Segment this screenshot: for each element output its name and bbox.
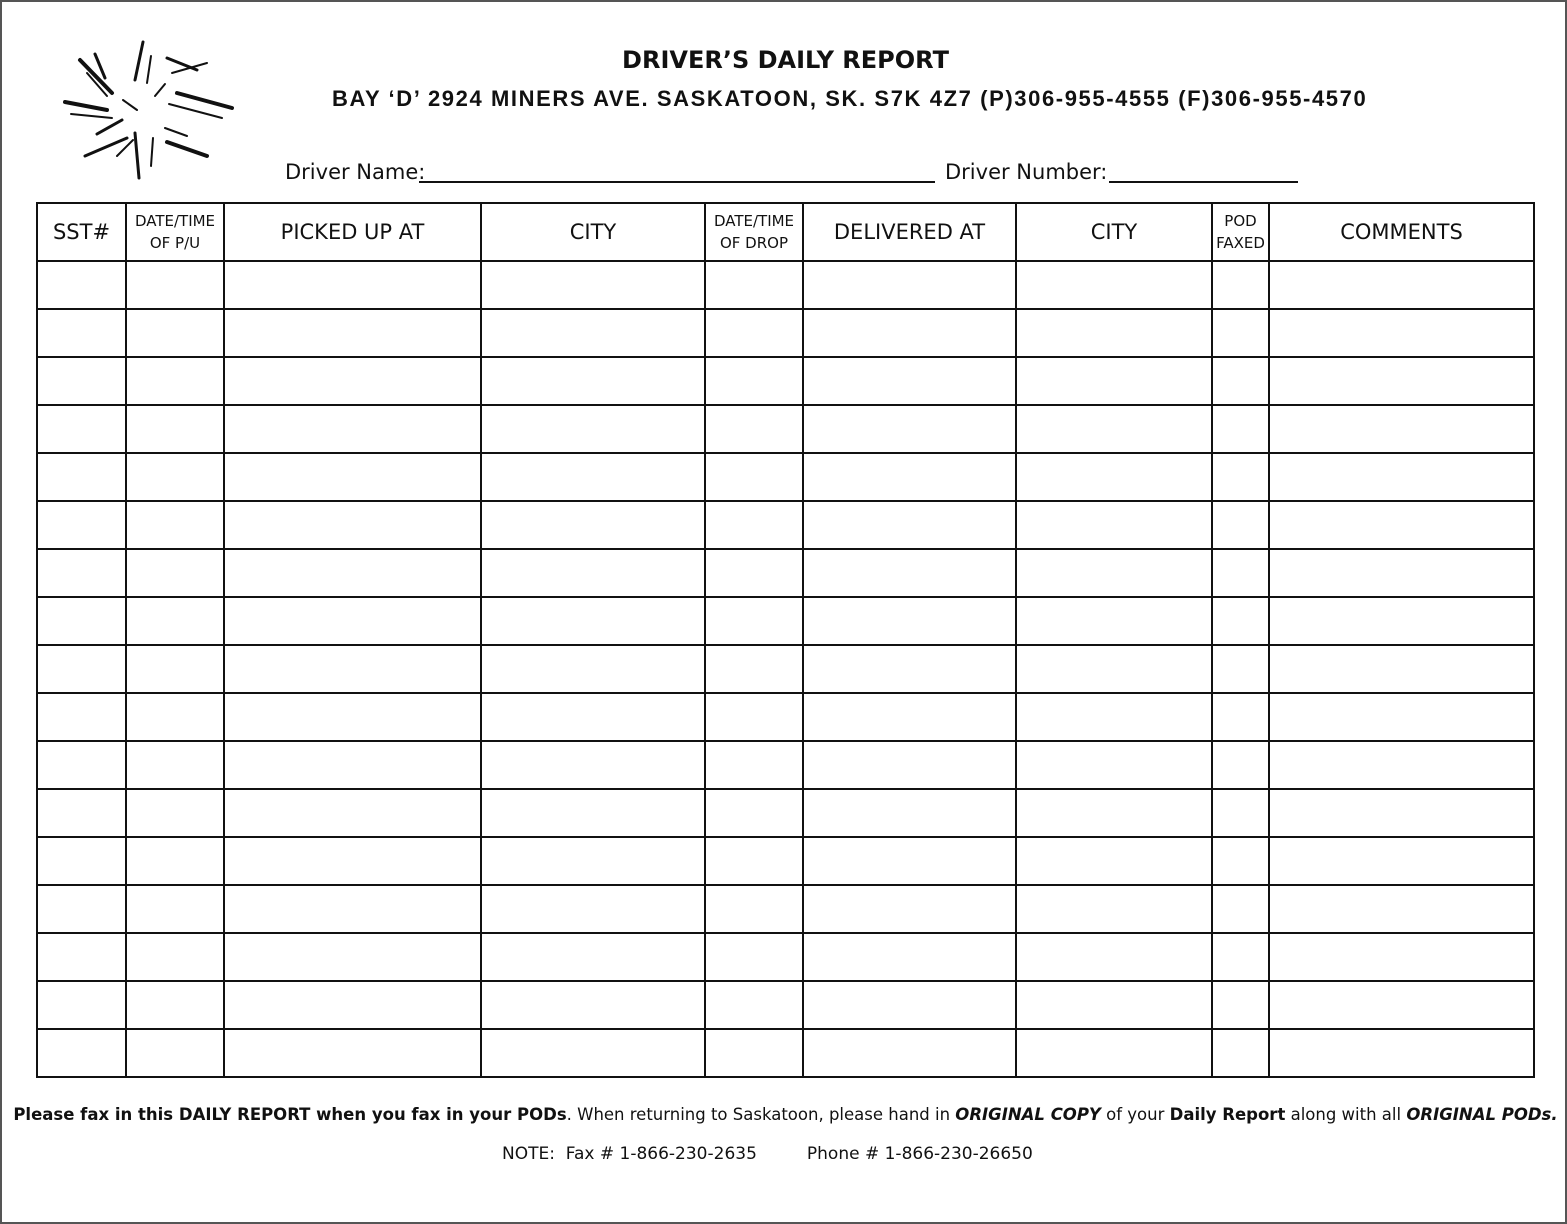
footer-note — [502, 1144, 1033, 1164]
table-cell[interactable] — [126, 357, 224, 405]
table-cell[interactable] — [705, 261, 803, 309]
col-pod-faxed-line1: POD — [1224, 212, 1257, 230]
table-cell[interactable] — [1016, 549, 1212, 597]
note-phone-number: Phone # 1-866-230-26650 — [806, 1144, 1033, 1164]
table-cell[interactable] — [705, 549, 803, 597]
table-cell[interactable] — [705, 501, 803, 549]
table-cell[interactable] — [126, 741, 224, 789]
driver-name-label: Driver Name: — [285, 160, 426, 184]
table-row — [37, 885, 1534, 933]
table-cell[interactable] — [224, 693, 481, 741]
table-cell[interactable] — [803, 549, 1016, 597]
table-cell[interactable] — [1212, 453, 1269, 501]
table-cell[interactable] — [705, 597, 803, 645]
table-cell[interactable] — [481, 789, 705, 837]
table-cell[interactable] — [126, 405, 224, 453]
footer-text-2: of your — [1100, 1105, 1170, 1124]
table-cell[interactable] — [224, 549, 481, 597]
table-cell[interactable] — [1016, 885, 1212, 933]
col-drop-datetime — [705, 203, 803, 261]
table-cell[interactable] — [1016, 405, 1212, 453]
company-address: BAY ‘D’ 2924 MINERS AVE. SASKATOON, SK. S7K 4Z7 (P)306-955-4555 (F)306-955-4570 — [332, 86, 1368, 111]
table-cell[interactable] — [37, 645, 126, 693]
footer-fax-instruction: Please fax in this DAILY REPORT when you fax in your PODs — [13, 1105, 567, 1124]
table-cell[interactable] — [224, 885, 481, 933]
note-label: NOTE: — [502, 1144, 555, 1164]
header-row — [37, 203, 1534, 261]
table-cell[interactable] — [481, 357, 705, 405]
table-cell[interactable] — [1269, 357, 1534, 405]
table-cell[interactable] — [803, 885, 1016, 933]
table-cell[interactable] — [1212, 1029, 1269, 1077]
table-cell[interactable] — [224, 453, 481, 501]
table-cell[interactable] — [1016, 645, 1212, 693]
col-pickup-datetime-line2: OF P/U — [149, 234, 201, 252]
table-cell[interactable] — [803, 405, 1016, 453]
table-cell[interactable] — [705, 837, 803, 885]
table-cell[interactable] — [705, 789, 803, 837]
table-row — [37, 261, 1534, 309]
table-cell[interactable] — [1212, 309, 1269, 357]
table-cell[interactable] — [803, 1029, 1016, 1077]
col-comments-label: COMMENTS — [1340, 220, 1463, 244]
table-cell[interactable] — [126, 645, 224, 693]
table-cell[interactable] — [803, 837, 1016, 885]
table-cell[interactable] — [1212, 357, 1269, 405]
table-cell[interactable] — [37, 453, 126, 501]
table-cell[interactable] — [126, 549, 224, 597]
table-row — [37, 645, 1534, 693]
table-cell[interactable] — [705, 885, 803, 933]
table-cell[interactable] — [37, 837, 126, 885]
table-cell[interactable] — [126, 933, 224, 981]
table-cell[interactable] — [705, 357, 803, 405]
table-row — [37, 837, 1534, 885]
table-cell[interactable] — [803, 789, 1016, 837]
table-cell[interactable] — [224, 645, 481, 693]
table-cell[interactable] — [705, 741, 803, 789]
table-cell[interactable] — [1016, 789, 1212, 837]
table-cell[interactable] — [1016, 981, 1212, 1029]
table-cell[interactable] — [705, 645, 803, 693]
col-delivery-city — [1016, 203, 1212, 261]
table-cell[interactable] — [37, 357, 126, 405]
table-cell[interactable] — [803, 693, 1016, 741]
col-delivered-at — [803, 203, 1016, 261]
table-cell[interactable] — [1269, 309, 1534, 357]
table-cell[interactable] — [803, 645, 1016, 693]
table-cell[interactable] — [1269, 837, 1534, 885]
table-row — [37, 549, 1534, 597]
table-cell[interactable] — [1212, 693, 1269, 741]
table-row — [37, 357, 1534, 405]
table-cell[interactable] — [1016, 309, 1212, 357]
table-cell[interactable] — [705, 309, 803, 357]
table-cell[interactable] — [1212, 597, 1269, 645]
table-cell[interactable] — [481, 453, 705, 501]
table-cell[interactable] — [1269, 981, 1534, 1029]
table-cell[interactable] — [1269, 453, 1534, 501]
table-cell[interactable] — [803, 309, 1016, 357]
table-cell[interactable] — [126, 597, 224, 645]
table-cell[interactable] — [224, 357, 481, 405]
table-cell[interactable] — [1212, 837, 1269, 885]
footer-text-3: along with all — [1285, 1105, 1407, 1124]
table-cell[interactable] — [1269, 405, 1534, 453]
col-delivery-city-label: CITY — [1090, 220, 1138, 244]
table-cell[interactable] — [1269, 789, 1534, 837]
table-cell[interactable] — [1016, 741, 1212, 789]
table-cell[interactable] — [224, 405, 481, 453]
table-cell[interactable] — [481, 741, 705, 789]
table-cell[interactable] — [481, 405, 705, 453]
col-comments — [1269, 203, 1534, 261]
table-cell[interactable] — [224, 501, 481, 549]
table-cell[interactable] — [803, 981, 1016, 1029]
footer-original-pods: ORIGINAL PODs. — [1406, 1105, 1558, 1124]
table-cell[interactable] — [1212, 261, 1269, 309]
table-cell[interactable] — [1016, 597, 1212, 645]
table-cell[interactable] — [126, 789, 224, 837]
table-cell[interactable] — [224, 741, 481, 789]
table-cell[interactable] — [37, 693, 126, 741]
col-sst — [37, 203, 126, 261]
table-cell[interactable] — [803, 453, 1016, 501]
table-cell[interactable] — [803, 741, 1016, 789]
table-cell[interactable] — [481, 309, 705, 357]
table-cell[interactable] — [37, 501, 126, 549]
table-cell[interactable] — [1269, 645, 1534, 693]
table-row — [37, 933, 1534, 981]
table-cell[interactable] — [224, 981, 481, 1029]
col-sst-label: SST# — [52, 220, 111, 244]
table-cell[interactable] — [224, 309, 481, 357]
table-cell[interactable] — [1212, 405, 1269, 453]
table-cell[interactable] — [803, 261, 1016, 309]
footer-daily-report: Daily Report — [1169, 1105, 1286, 1124]
driver-name-field[interactable] — [419, 181, 935, 183]
col-drop-datetime-line1: DATE/TIME — [713, 212, 795, 230]
table-cell[interactable] — [481, 549, 705, 597]
table-cell[interactable] — [224, 789, 481, 837]
table-cell[interactable] — [37, 981, 126, 1029]
table-cell[interactable] — [126, 837, 224, 885]
table-cell[interactable] — [126, 693, 224, 741]
table-cell[interactable] — [126, 261, 224, 309]
table-cell[interactable] — [1269, 1029, 1534, 1077]
report-table — [36, 202, 1535, 1078]
table-cell[interactable] — [1212, 549, 1269, 597]
table-cell[interactable] — [1269, 933, 1534, 981]
table-cell[interactable] — [37, 1029, 126, 1077]
driver-number-field[interactable] — [1109, 181, 1298, 183]
table-cell[interactable] — [37, 885, 126, 933]
col-picked-up-at — [224, 203, 481, 261]
table-cell[interactable] — [1016, 933, 1212, 981]
table-row — [37, 789, 1534, 837]
table-cell[interactable] — [1269, 885, 1534, 933]
col-drop-datetime-line2: OF DROP — [719, 234, 789, 252]
table-cell[interactable] — [481, 261, 705, 309]
table-cell[interactable] — [37, 789, 126, 837]
table-cell[interactable] — [481, 645, 705, 693]
col-pickup-datetime — [126, 203, 224, 261]
col-pickup-city-label: CITY — [569, 220, 617, 244]
table-row — [37, 453, 1534, 501]
col-pod-faxed-line2: FAXED — [1216, 234, 1265, 252]
table-cell[interactable] — [1269, 549, 1534, 597]
table-cell[interactable] — [481, 981, 705, 1029]
table-cell[interactable] — [126, 309, 224, 357]
table-cell[interactable] — [1212, 741, 1269, 789]
table-cell[interactable] — [224, 597, 481, 645]
table-cell[interactable] — [705, 981, 803, 1029]
table-cell[interactable] — [1016, 501, 1212, 549]
table-cell[interactable] — [803, 357, 1016, 405]
table-cell[interactable] — [1212, 933, 1269, 981]
table-cell[interactable] — [126, 501, 224, 549]
table-cell[interactable] — [1212, 885, 1269, 933]
report-title: DRIVER’S DAILY REPORT — [622, 46, 949, 74]
table-cell[interactable] — [705, 405, 803, 453]
note-fax-number: Fax # 1-866-230-2635 — [565, 1144, 757, 1164]
table-row — [37, 981, 1534, 1029]
col-pod-faxed — [1212, 203, 1269, 261]
table-cell[interactable] — [705, 1029, 803, 1077]
table-cell[interactable] — [1212, 645, 1269, 693]
table-cell[interactable] — [37, 261, 126, 309]
table-cell[interactable] — [803, 597, 1016, 645]
footer-original-copy: ORIGINAL COPY — [955, 1105, 1101, 1124]
table-cell[interactable] — [1269, 693, 1534, 741]
col-picked-up-at-label: PICKED UP AT — [280, 220, 425, 244]
table-cell[interactable] — [37, 597, 126, 645]
table-cell[interactable] — [481, 933, 705, 981]
table-cell[interactable] — [1016, 357, 1212, 405]
table-row — [37, 405, 1534, 453]
table-cell[interactable] — [1269, 741, 1534, 789]
table-row — [37, 741, 1534, 789]
table-row — [37, 309, 1534, 357]
table-cell[interactable] — [126, 1029, 224, 1077]
table-row — [37, 693, 1534, 741]
table-cell[interactable] — [481, 693, 705, 741]
table-row — [37, 501, 1534, 549]
table-cell[interactable] — [37, 549, 126, 597]
table-cell[interactable] — [1016, 261, 1212, 309]
footer-text-1: . When returning to Saskatoon, please hand in — [566, 1105, 956, 1124]
table-cell[interactable] — [1212, 501, 1269, 549]
table-cell[interactable] — [126, 453, 224, 501]
table-cell[interactable] — [224, 837, 481, 885]
table-cell[interactable] — [1212, 981, 1269, 1029]
table-cell[interactable] — [1016, 453, 1212, 501]
table-cell[interactable] — [1016, 837, 1212, 885]
table-cell[interactable] — [1016, 693, 1212, 741]
table-cell[interactable] — [224, 933, 481, 981]
table-cell[interactable] — [481, 885, 705, 933]
table-cell[interactable] — [481, 1029, 705, 1077]
table-cell[interactable] — [481, 597, 705, 645]
table-cell[interactable] — [803, 933, 1016, 981]
table-cell[interactable] — [1212, 789, 1269, 837]
driver-number-label: Driver Number: — [945, 160, 1108, 184]
table-cell[interactable] — [481, 501, 705, 549]
table-cell[interactable] — [1016, 1029, 1212, 1077]
table-cell[interactable] — [705, 693, 803, 741]
col-delivered-at-label: DELIVERED AT — [833, 220, 986, 244]
table-cell[interactable] — [37, 309, 126, 357]
table-cell[interactable] — [224, 261, 481, 309]
table-cell[interactable] — [126, 885, 224, 933]
table-cell[interactable] — [37, 741, 126, 789]
col-pickup-city — [481, 203, 705, 261]
table-cell[interactable] — [481, 837, 705, 885]
table-row — [37, 1029, 1534, 1077]
table-cell[interactable] — [705, 453, 803, 501]
report-table-body — [37, 261, 1534, 1077]
table-cell[interactable] — [224, 1029, 481, 1077]
table-cell[interactable] — [803, 501, 1016, 549]
col-pickup-datetime-line1: DATE/TIME — [134, 212, 216, 230]
table-cell[interactable] — [37, 933, 126, 981]
table-row — [37, 597, 1534, 645]
table-cell[interactable] — [126, 981, 224, 1029]
table-cell[interactable] — [1269, 261, 1534, 309]
footer-instructions — [2, 1105, 1567, 1124]
table-cell[interactable] — [1269, 597, 1534, 645]
table-cell[interactable] — [1269, 501, 1534, 549]
table-cell[interactable] — [705, 933, 803, 981]
table-cell[interactable] — [37, 405, 126, 453]
